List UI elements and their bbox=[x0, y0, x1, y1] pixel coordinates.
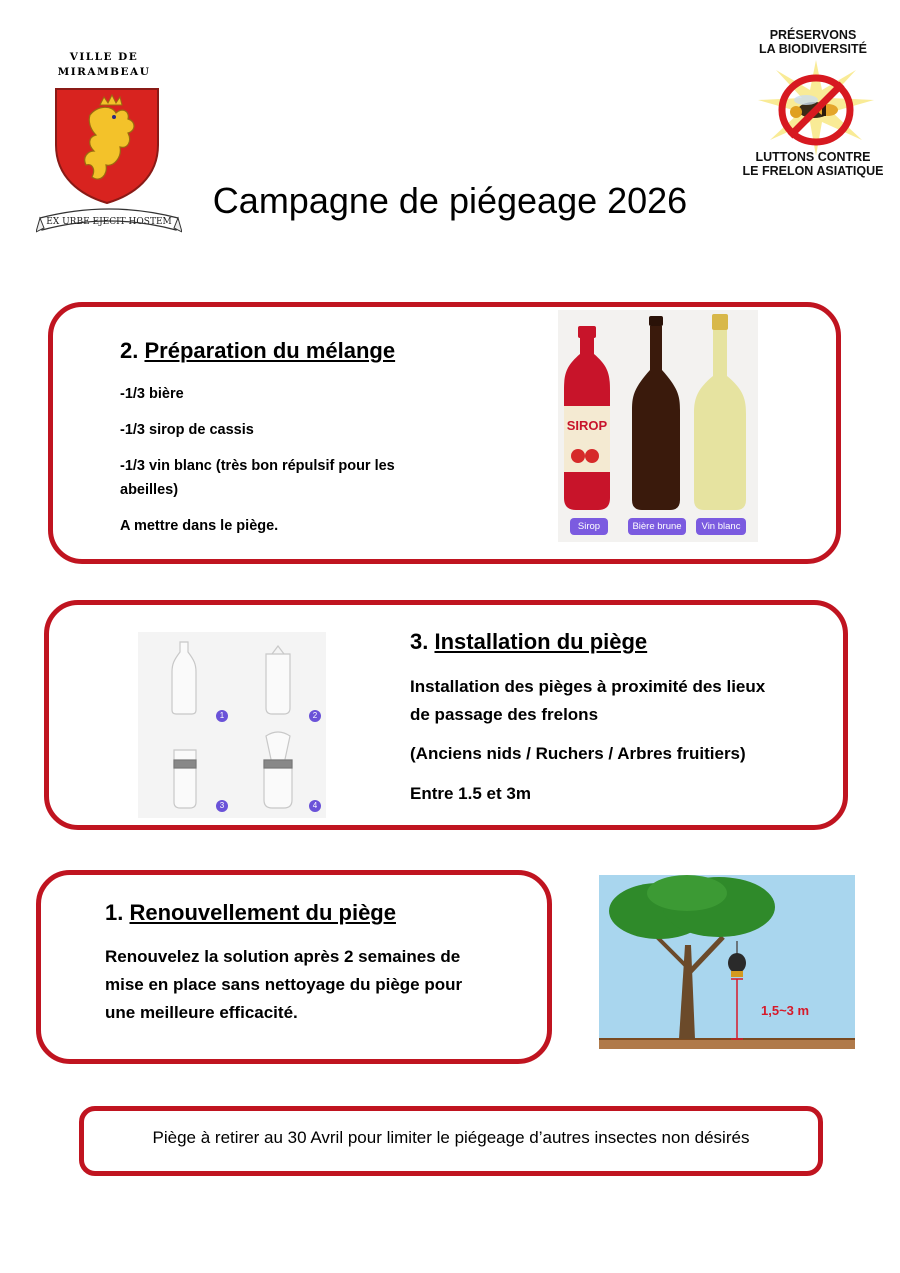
hornet-forbidden-icon bbox=[756, 60, 876, 156]
motto-text: EX URBE EJECIT HOSTEM bbox=[46, 217, 172, 227]
logo-bottom-line2: LE FRELON ASIATIQUE bbox=[742, 164, 884, 178]
bottle-steps-illustration bbox=[138, 632, 326, 818]
logo-top-line1: PRÉSERVONS bbox=[769, 28, 857, 42]
bottle-tag-wine: Vin blanc bbox=[696, 518, 746, 535]
mix-section-number: 2. bbox=[120, 338, 139, 363]
bottles-illustration bbox=[558, 310, 758, 542]
install-line: de passage des frelons bbox=[410, 705, 599, 724]
bottles-image bbox=[558, 310, 758, 542]
stop-hornet-logo bbox=[736, 16, 890, 192]
install-section-heading: Installation du piège bbox=[434, 629, 648, 654]
install-line: Installation des pièges à proximité des lieux bbox=[410, 677, 766, 696]
install-line: (Anciens nids / Ruchers / Arbres fruitiers) bbox=[410, 744, 746, 763]
renew-line: mise en place sans nettoyage du piège pour bbox=[105, 975, 463, 994]
step-number: 3 bbox=[216, 800, 228, 812]
mix-line: abeilles) bbox=[120, 482, 179, 498]
step-number: 1 bbox=[216, 710, 228, 722]
renew-section-number: 1. bbox=[105, 900, 124, 925]
renew-line: Renouvelez la solution après 2 semaines de bbox=[105, 947, 461, 966]
mix-line: -1/3 bière bbox=[120, 386, 184, 402]
step-number: 2 bbox=[309, 710, 321, 722]
bottle-tag-beer: Bière brune bbox=[628, 518, 686, 535]
install-section-number: 3. bbox=[410, 629, 429, 654]
height-label: 1,5~3 m bbox=[761, 1003, 810, 1018]
town-name bbox=[48, 50, 160, 80]
logo-top-line2: LA BIODIVERSITÉ bbox=[759, 42, 867, 56]
step-number: 4 bbox=[309, 800, 321, 812]
page-title: Campagne de piégeage 2026 bbox=[212, 180, 688, 221]
renew-section-title bbox=[105, 900, 396, 926]
coat-of-arms bbox=[52, 85, 162, 205]
tree-height-image bbox=[599, 875, 855, 1049]
town-name-line1: VILLE DE bbox=[69, 51, 139, 63]
mix-line: -1/3 sirop de cassis bbox=[120, 422, 254, 438]
install-section-title bbox=[410, 629, 647, 655]
renew-section-heading: Renouvellement du piège bbox=[129, 900, 396, 925]
town-name-line2: MIRAMBEAU bbox=[57, 66, 151, 78]
logo-bottom-line1: LUTTONS CONTRE bbox=[755, 150, 871, 164]
tree-trap-illustration bbox=[599, 875, 855, 1049]
renew-line: une meilleure efficacité. bbox=[105, 1003, 298, 1022]
trap-steps-image bbox=[138, 632, 326, 818]
bottle-tag-syrup: Sirop bbox=[570, 518, 608, 535]
mix-line: A mettre dans le piège. bbox=[120, 518, 279, 534]
install-line: Entre 1.5 et 3m bbox=[410, 784, 531, 803]
mix-line: -1/3 vin blanc (très bon répulsif pour les bbox=[120, 458, 395, 474]
mix-section-title bbox=[120, 338, 395, 364]
syrup-label-text: SIROP bbox=[566, 418, 608, 433]
footer-note-text: Piège à retirer au 30 Avril pour limiter le piégeage d’autres insectes non désirés bbox=[152, 1128, 750, 1147]
mix-section-heading: Préparation du mélange bbox=[144, 338, 396, 363]
